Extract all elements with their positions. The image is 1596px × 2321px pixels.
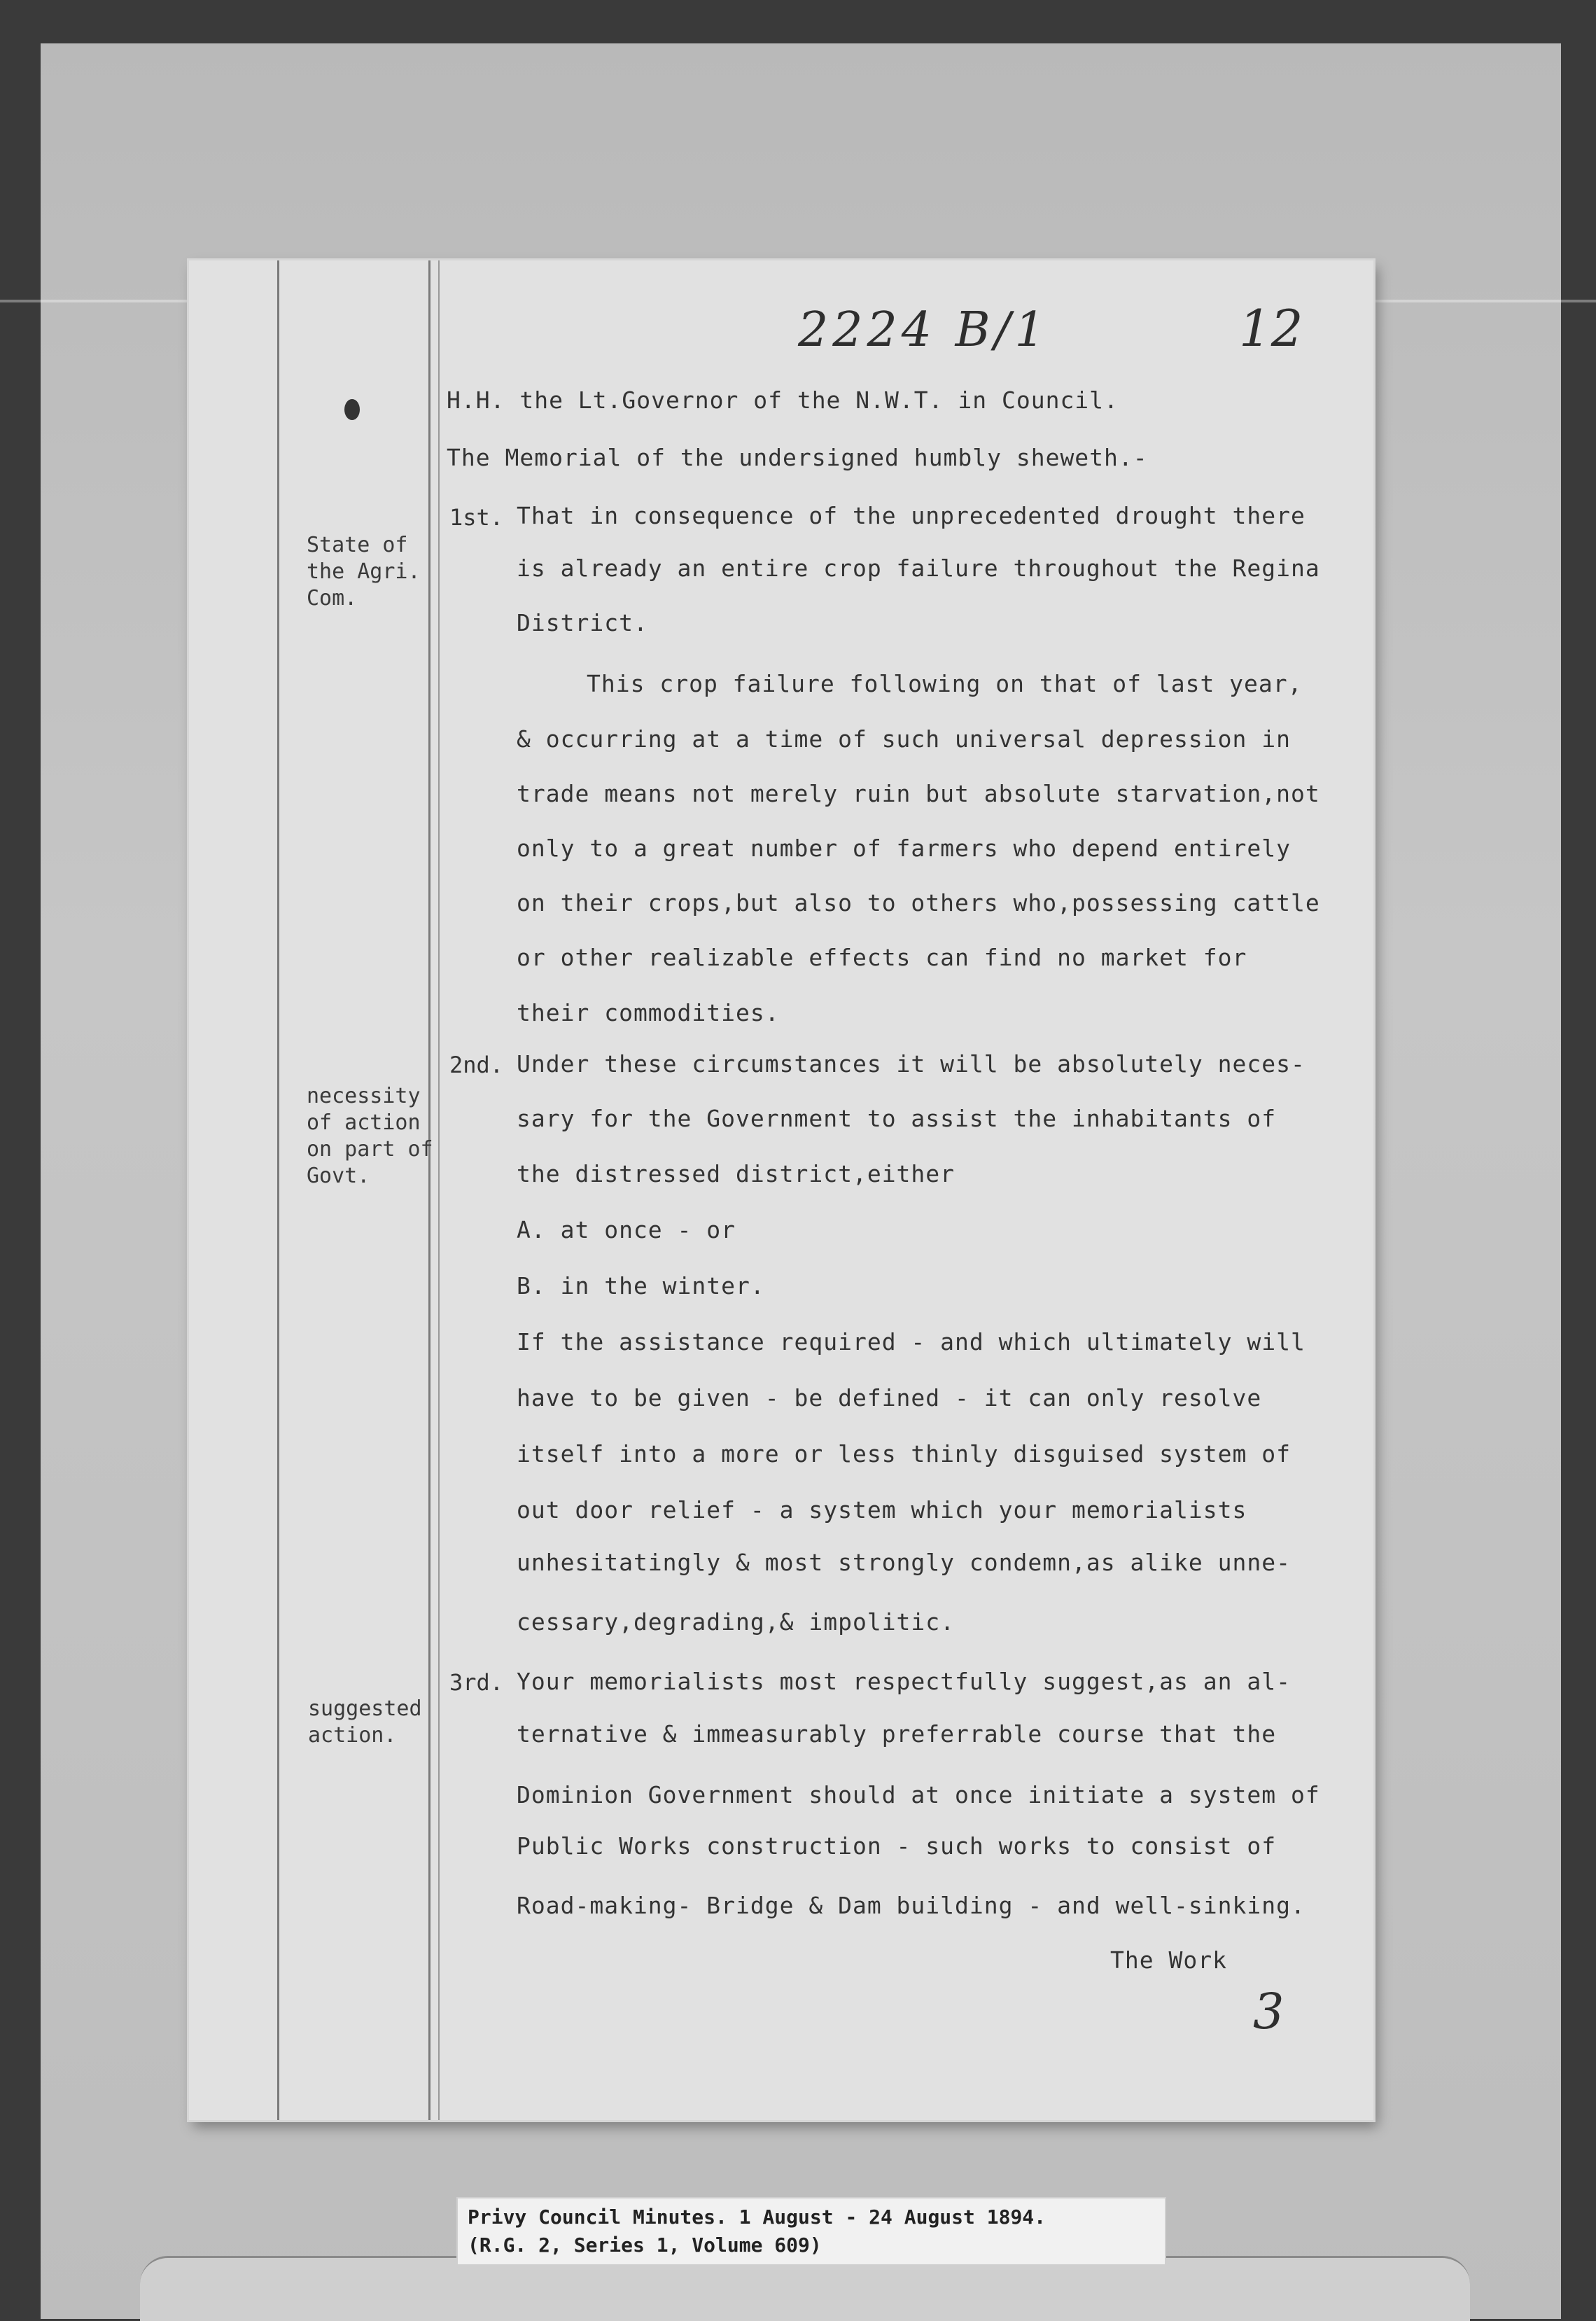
text-line: only to a great number of farmers who depend entirely	[517, 835, 1291, 862]
handwritten-document-number: 2224 B/1	[798, 302, 1049, 358]
text-line: on their crops,but also to others who,possessing cattle	[517, 889, 1320, 916]
text-line: This crop failure following on that of last year,	[587, 670, 1303, 697]
text-line: Public Works construction - such works to consist of	[517, 1832, 1277, 1860]
catchword: The Work	[1110, 1946, 1227, 1974]
text-line: their commodities.	[517, 999, 780, 1026]
paragraph-number-1: 1st.	[449, 504, 504, 531]
text-line: B. in the winter.	[517, 1272, 765, 1299]
text-line: The Memorial of the undersigned humbly sheweth.-	[447, 444, 1148, 471]
handwritten-page-number: 12	[1239, 299, 1303, 358]
ink-blot	[344, 399, 360, 420]
caption-line-1: Privy Council Minutes. 1 August - 24 August 1894.	[468, 2205, 1046, 2229]
text-line: A. at once - or	[517, 1216, 736, 1243]
caption-line-2: (R.G. 2, Series 1, Volume 609)	[468, 2233, 822, 2257]
handwritten-page-marker: 3	[1253, 1983, 1284, 2040]
text-line: That in consequence of the unprecedented drought there	[517, 502, 1306, 529]
paragraph-number-2: 2nd.	[449, 1052, 504, 1078]
memorial-page	[189, 260, 1373, 2120]
margin-note-necessity: necessity of action on part of Govt.	[307, 1084, 433, 1188]
text-line: unhesitatingly & most strongly condemn,as alike unne-	[517, 1549, 1291, 1576]
text-line: H.H. the Lt.Governor of the N.W.T. in Council.	[447, 386, 1119, 414]
binder-clip	[140, 2256, 1470, 2321]
text-line: or other realizable effects can find no market for	[517, 944, 1247, 971]
margin-note-state: State of the Agri. Com.	[307, 533, 421, 611]
text-line: Dominion Government should at once initiate a system of	[517, 1781, 1320, 1808]
text-line: is already an entire crop failure throughout the Regina	[517, 555, 1320, 582]
text-line: Under these circumstances it will be absolutely neces-	[517, 1050, 1306, 1078]
text-line: ternative & immeasurably preferrable course that the	[517, 1720, 1277, 1748]
text-line: & occurring at a time of such universal depression in	[517, 725, 1291, 753]
text-line: Your memorialists most respectfully suggest,as an al-	[517, 1668, 1291, 1695]
text-line: have to be given - be defined - it can only resolve	[517, 1384, 1262, 1412]
archive-caption-label	[458, 2198, 1165, 2264]
text-line: the distressed district,either	[517, 1160, 955, 1187]
text-line: itself into a more or less thinly disguised system of	[517, 1440, 1291, 1468]
text-line: Road-making- Bridge & Dam building - and well-sinking.	[517, 1892, 1306, 1919]
text-line: out door relief - a system which your memorialists	[517, 1496, 1247, 1524]
text-line: If the assistance required - and which ultimately will	[517, 1328, 1306, 1355]
margin-rule-left	[277, 260, 279, 2120]
text-line: District.	[517, 609, 648, 636]
margin-note-suggested: suggested action.	[308, 1696, 422, 1748]
text-line: cessary,degrading,& impolitic.	[517, 1608, 955, 1636]
text-line: sary for the Government to assist the inhabitants of	[517, 1105, 1277, 1132]
text-line: trade means not merely ruin but absolute starvation,not	[517, 780, 1320, 807]
paragraph-number-3: 3rd.	[449, 1669, 504, 1696]
